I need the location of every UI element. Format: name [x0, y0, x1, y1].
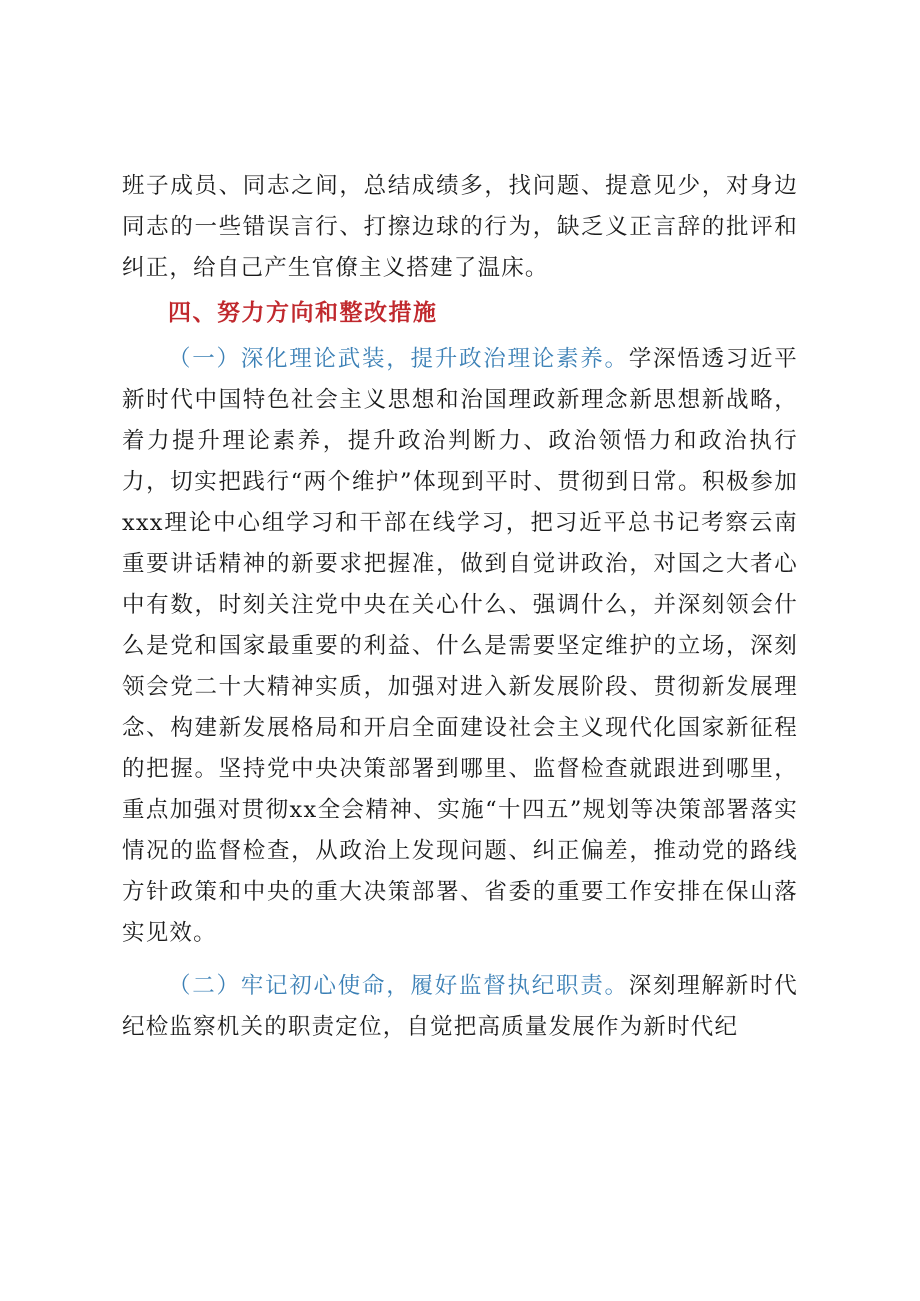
item-1-title: （一）深化理论武装，提升政治理论素养。 [168, 346, 629, 372]
intro-paragraph: 班子成员、同志之间，总结成绩多，找问题、提意见少，对身边同志的一些错误言行、打擦边球的行为，缺乏义正言辞的批评和纠正，给自己产生官僚主义搭建了温床。 [122, 173, 798, 281]
item-2-title: （二）牢记初心使命，履好监督执纪职责。 [168, 973, 629, 999]
item-1-paragraph [122, 339, 798, 954]
item-2-paragraph [122, 966, 798, 1048]
item-1-body: 学深悟透习近平新时代中国特色社会主义思想和治国理政新理念新思想新战略，着力提升理论素养，提升政治判断力、政治领悟力和政治执行力，切实把践行“两个维护”体现到平时、贯彻到日常。积极参加xxx理论中心组学习和干部在线学习，把习近平总书记考察云南重要讲话精神的新要求把握准，做到自觉讲政治，对国之大者心中有数，时刻关注党中央在关心什么、强调什么，并深刻领会什么是党和国家最重要的利益、什么是需要坚定维护的立场，深刻领会党二十大精神实质，加强对进入新发展阶段、贯彻新发展理念、构建新发展格局和开启全面建设社会主义现代化国家新征程的把握。坚持党中央决策部署到哪里、监督检查就跟进到哪里，重点加强对贯彻xx全会精神、实施“十四五”规划等决策部署落实情况的监督检查，从政治上发现问题、纠正偏差，推动党的路线方针政策和中央的重大决策部署、省委的重要工作安排在保山落实见效。 [122, 346, 798, 946]
document-body [122, 166, 798, 1048]
section-heading: 四、努力方向和整改措施 [168, 300, 438, 326]
item-2-body: 深刻理解新时代纪检监察机关的职责定位，自觉把高质量发展作为新时代纪 [122, 973, 798, 1040]
